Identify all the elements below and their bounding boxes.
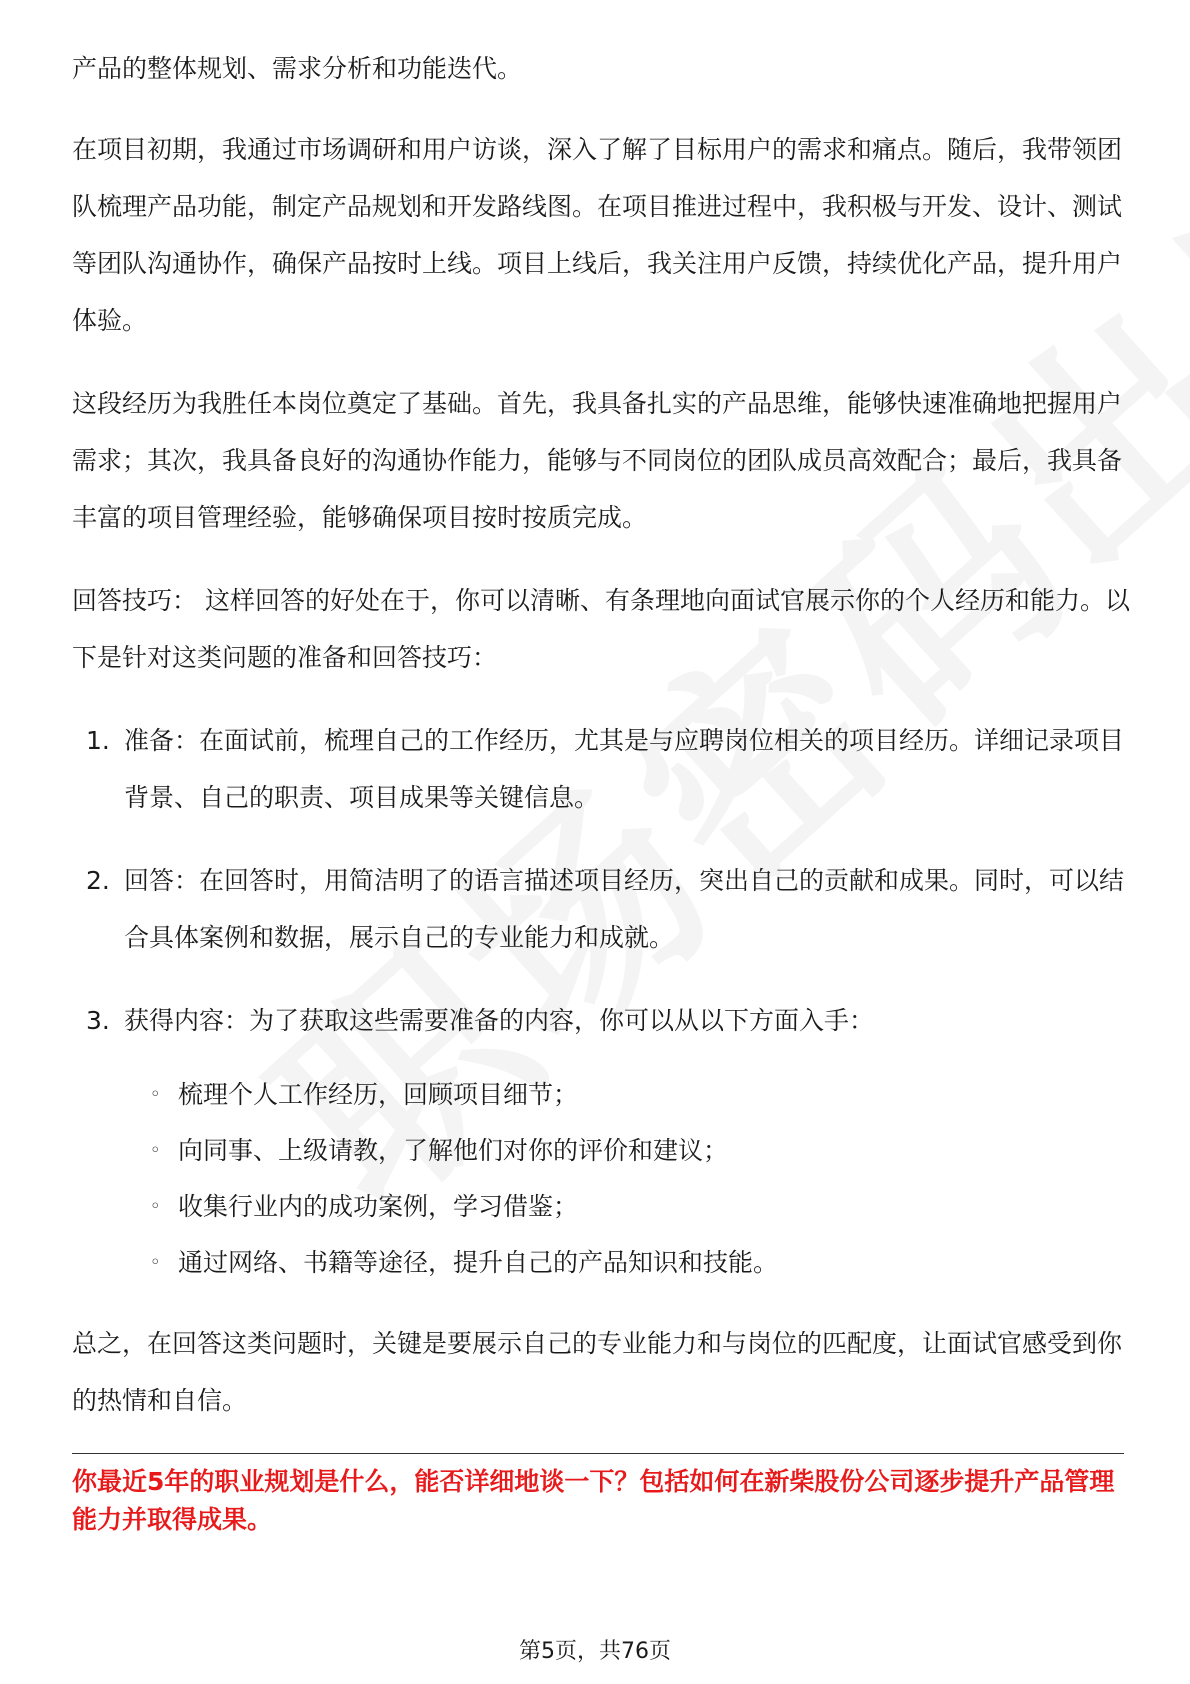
list-item-text: 获得内容：为了获取这些需要准备的内容，你可以从以下方面入手： — [124, 1006, 875, 1035]
sources-bullet-list — [72, 1067, 1132, 1291]
bullet-circle-icon: ◦ — [150, 1084, 161, 1105]
document-body — [72, 40, 1132, 1455]
list-item — [72, 712, 1132, 826]
list-item — [72, 992, 1132, 1049]
bullet-item-text: 向同事、上级请教，了解他们对你的评价和建议； — [178, 1136, 729, 1165]
list-item-text: 准备：在面试前，梳理自己的工作经历，尤其是与应聘岗位相关的项目经历。详细记录项目背景、自己的职责、项目成果等关键信息。 — [124, 726, 1125, 812]
paragraph-intro: 产品的整体规划、需求分析和功能迭代。 — [72, 54, 523, 83]
bullet-item — [72, 1123, 1132, 1179]
list-number: 2. — [86, 866, 110, 895]
bullet-item-text: 通过网络、书籍等途径，提升自己的产品知识和技能。 — [178, 1248, 779, 1277]
bullet-item — [72, 1067, 1132, 1123]
page-number: 第5页，共76页 — [519, 1639, 671, 1664]
paragraph-project-experience: 在项目初期，我通过市场调研和用户访谈，深入了解了目标用户的需求和痛点。随后，我带领团队梳理产品功能，制定产品规划和开发路线图。在项目推进过程中，我积极与开发、设计、测试等团队沟通协作，确保产品按时上线。项目上线后，我关注用户反馈，持续优化产品，提升用户体验。 — [72, 135, 1123, 335]
section-divider — [72, 1453, 1124, 1454]
list-item-text: 回答：在回答时，用简洁明了的语言描述项目经历，突出自己的贡献和成果。同时，可以结合具体案例和数据，展示自己的专业能力和成就。 — [124, 866, 1125, 952]
next-question-heading: 你最近5年的职业规划是什么，能否详细地谈一下？包括如何在新柴股份公司逐步提升产品管理能力并取得成果。 — [72, 1467, 1115, 1534]
paragraph-answer-tips: 回答技巧： 这样回答的好处在于，你可以清晰、有条理地向面试官展示你的个人经历和能力。以下是针对这类问题的准备和回答技巧： — [72, 586, 1130, 672]
paragraph-qualification: 这段经历为我胜任本岗位奠定了基础。首先，我具备扎实的产品思维，能够快速准确地把握用户需求；其次，我具备良好的沟通协作能力，能够与不同岗位的团队成员高效配合；最后，我具备丰富的项目管理经验，能够确保项目按时按质完成。 — [72, 389, 1123, 532]
tips-ordered-list — [72, 712, 1132, 1049]
bullet-circle-icon: ◦ — [150, 1252, 161, 1273]
list-number: 3. — [86, 1006, 110, 1035]
list-item — [72, 852, 1132, 966]
bullet-item-text: 梳理个人工作经历，回顾项目细节； — [178, 1080, 579, 1109]
bullet-circle-icon: ◦ — [150, 1196, 161, 1217]
list-number: 1. — [86, 726, 110, 755]
paragraph-conclusion: 总之，在回答这类问题时，关键是要展示自己的专业能力和与岗位的匹配度，让面试官感受到你的热情和自信。 — [72, 1329, 1123, 1415]
bullet-circle-icon: ◦ — [150, 1140, 161, 1161]
bullet-item-text: 收集行业内的成功案例，学习借鉴； — [178, 1192, 579, 1221]
bullet-item — [72, 1179, 1132, 1235]
bullet-item — [72, 1235, 1132, 1291]
